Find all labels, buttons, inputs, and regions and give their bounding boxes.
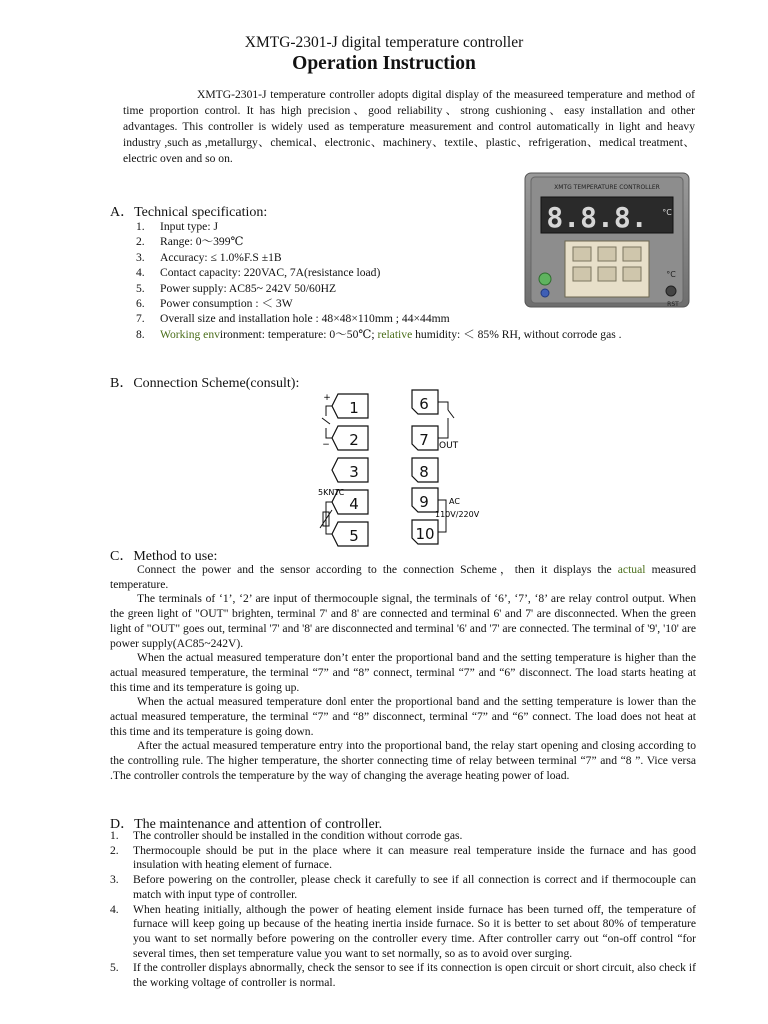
out-label: OUT xyxy=(439,441,459,451)
list-item: 5. If the controller displays abnormally, check the sensor to see if its connection is open circuit or short circuit, also check if the working voltage of controller is normal. xyxy=(110,961,696,990)
list-item: 3. Accuracy: ≤ 1.0%F.S ±1B xyxy=(136,250,282,264)
intro-text: XMTG-2301-J temperature controller adopts digital display of the measureed temperature and method of time proportion control. It has high precision、good reliability、strong cushioning、easy installation and other advantages. This controller is widely used as temperature measurement and control automatically in light and heavy industry ,such as ,metallurgy、chemical、electronic、machinery、textile、plastic、refrigeration、medical treatment、electric oven and so on. xyxy=(123,88,695,165)
maintenance-list xyxy=(110,829,696,991)
device-rst-label: RST xyxy=(667,301,679,308)
terminal-1: 1 xyxy=(349,399,359,417)
list-item: 5. Power supply: AC85~ 242V 50/60HZ xyxy=(136,281,337,295)
device-unit-side: °C xyxy=(666,270,676,279)
list-item: 1. Input type: J xyxy=(136,220,218,233)
terminal-8: 8 xyxy=(419,463,429,481)
section-c-heading: C．Method to use: xyxy=(110,549,218,564)
ac-label: AC xyxy=(449,497,460,506)
intro-paragraph xyxy=(123,87,695,167)
list-item: 6. Power consumption : ＜ 3W xyxy=(136,297,293,311)
plus-label: + xyxy=(323,393,331,403)
section-a-heading: A．Technical specification: xyxy=(110,205,268,220)
document-title: XMTG-2301-J digital temperature controller xyxy=(244,34,524,51)
terminal-10: 10 xyxy=(415,525,435,543)
terminal-4: 4 xyxy=(349,495,359,513)
spec-list xyxy=(136,219,696,342)
ntc-label: 5KNTC xyxy=(318,488,345,497)
list-item: 4. Contact capacity: 220VAC, 7A(resistance load) xyxy=(136,266,381,280)
terminal-2: 2 xyxy=(349,431,359,449)
list-item: 7. Overall size and installation hole : 48×48×110mm ; 44×44mm xyxy=(136,312,450,326)
device-display: 8.8.8. xyxy=(546,201,648,234)
device-brand: XMTG TEMPERATURE CONTROLLER xyxy=(554,184,660,191)
list-item: 2. Range: 0～399℃ xyxy=(136,235,244,249)
section-d-heading: D．The maintenance and attention of controller. xyxy=(110,817,383,832)
list-item: 2. Thermocouple should be put in the place where it can measure real temperature inside the furnace and has good insulation with heating element of furnace. xyxy=(110,843,696,872)
section-b-heading: B．Connection Scheme(consult): xyxy=(110,376,300,391)
method-para-4: When the actual measured temperature donl enter the proportional band and the setting temperature is lower than the actual measured temperature, the terminal “7” and “8” disconnect, terminal “7” and “6” connect. The load does not heat at this time and its temperature is going down. xyxy=(110,695,696,738)
terminal-7: 7 xyxy=(419,431,429,449)
list-item: 8. Working environment: temperature: 0～50℃; relative humidity: ＜ 85% RH, without corrode gas . xyxy=(136,327,622,341)
terminal-6: 6 xyxy=(419,395,429,413)
list-item: 3. Before powering on the controller, please check it carefully to see if all connection is correct and if thermocouple can match with input type of controller. xyxy=(110,873,696,901)
voltage-label: 110V/220V xyxy=(435,510,480,519)
list-item: 4. When heating initially, although the power of heating element inside furnace has been turned off, the temperature of furnace will keep going up because of the heating inertia inside furnace. So it is better to set about 80% of temperature you want to set normally before powering on the controller every time. After controller carry out “on-off control “for several times, then set temperature value you want to set normally, so as to avoid over surging. xyxy=(110,902,696,960)
method-para-2: The terminals of ‘1’, ‘2’ are input of thermocouple signal, the terminals of ‘6’, ‘7’, ‘8’ are relay control output. When the green light of "OUT" brighten, terminal 7' and 8' are connected and terminal 6' and 7' are disconnected. When the green light of "OUT" goes out, terminal '7' and '8' are disconnected and terminal '6' and '7' are connected. The terminal of '9', '10' are power supply(AC85~242V). xyxy=(110,592,696,650)
terminal-9: 9 xyxy=(419,493,429,511)
method-para-3: When the actual measured temperature don’t enter the proportional band and the setting temperature is higher than the actual measured temperature, the terminal “7” and “8” connect, terminal “7” and “6” disconnect. The load starts heating at this time and its temperature is going up. xyxy=(110,651,696,694)
minus-label: − xyxy=(322,440,330,450)
device-unit-top: °C xyxy=(662,208,672,217)
terminal-3: 3 xyxy=(349,463,359,481)
list-item: 1. The controller should be installed in the condition without corrode gas. xyxy=(110,829,463,842)
document-subtitle: Operation Instruction xyxy=(292,53,476,74)
method-para-1: Connect the power and the sensor according to the connection Scheme，then it displays the actual measured temperature. xyxy=(110,563,696,591)
method-text xyxy=(110,563,696,784)
method-para-5: After the actual measured temperature entry into the proportional band, the relay start opening and closing according to the controlling rule. The higher temperature, the shorter connecting time of relay between terminal “7” and “8 ”. Vice versa .The controller controls the temperature by the way of changing the average heating power of load. xyxy=(110,739,696,782)
terminal-5: 5 xyxy=(349,527,359,545)
connection-diagram xyxy=(312,388,480,548)
